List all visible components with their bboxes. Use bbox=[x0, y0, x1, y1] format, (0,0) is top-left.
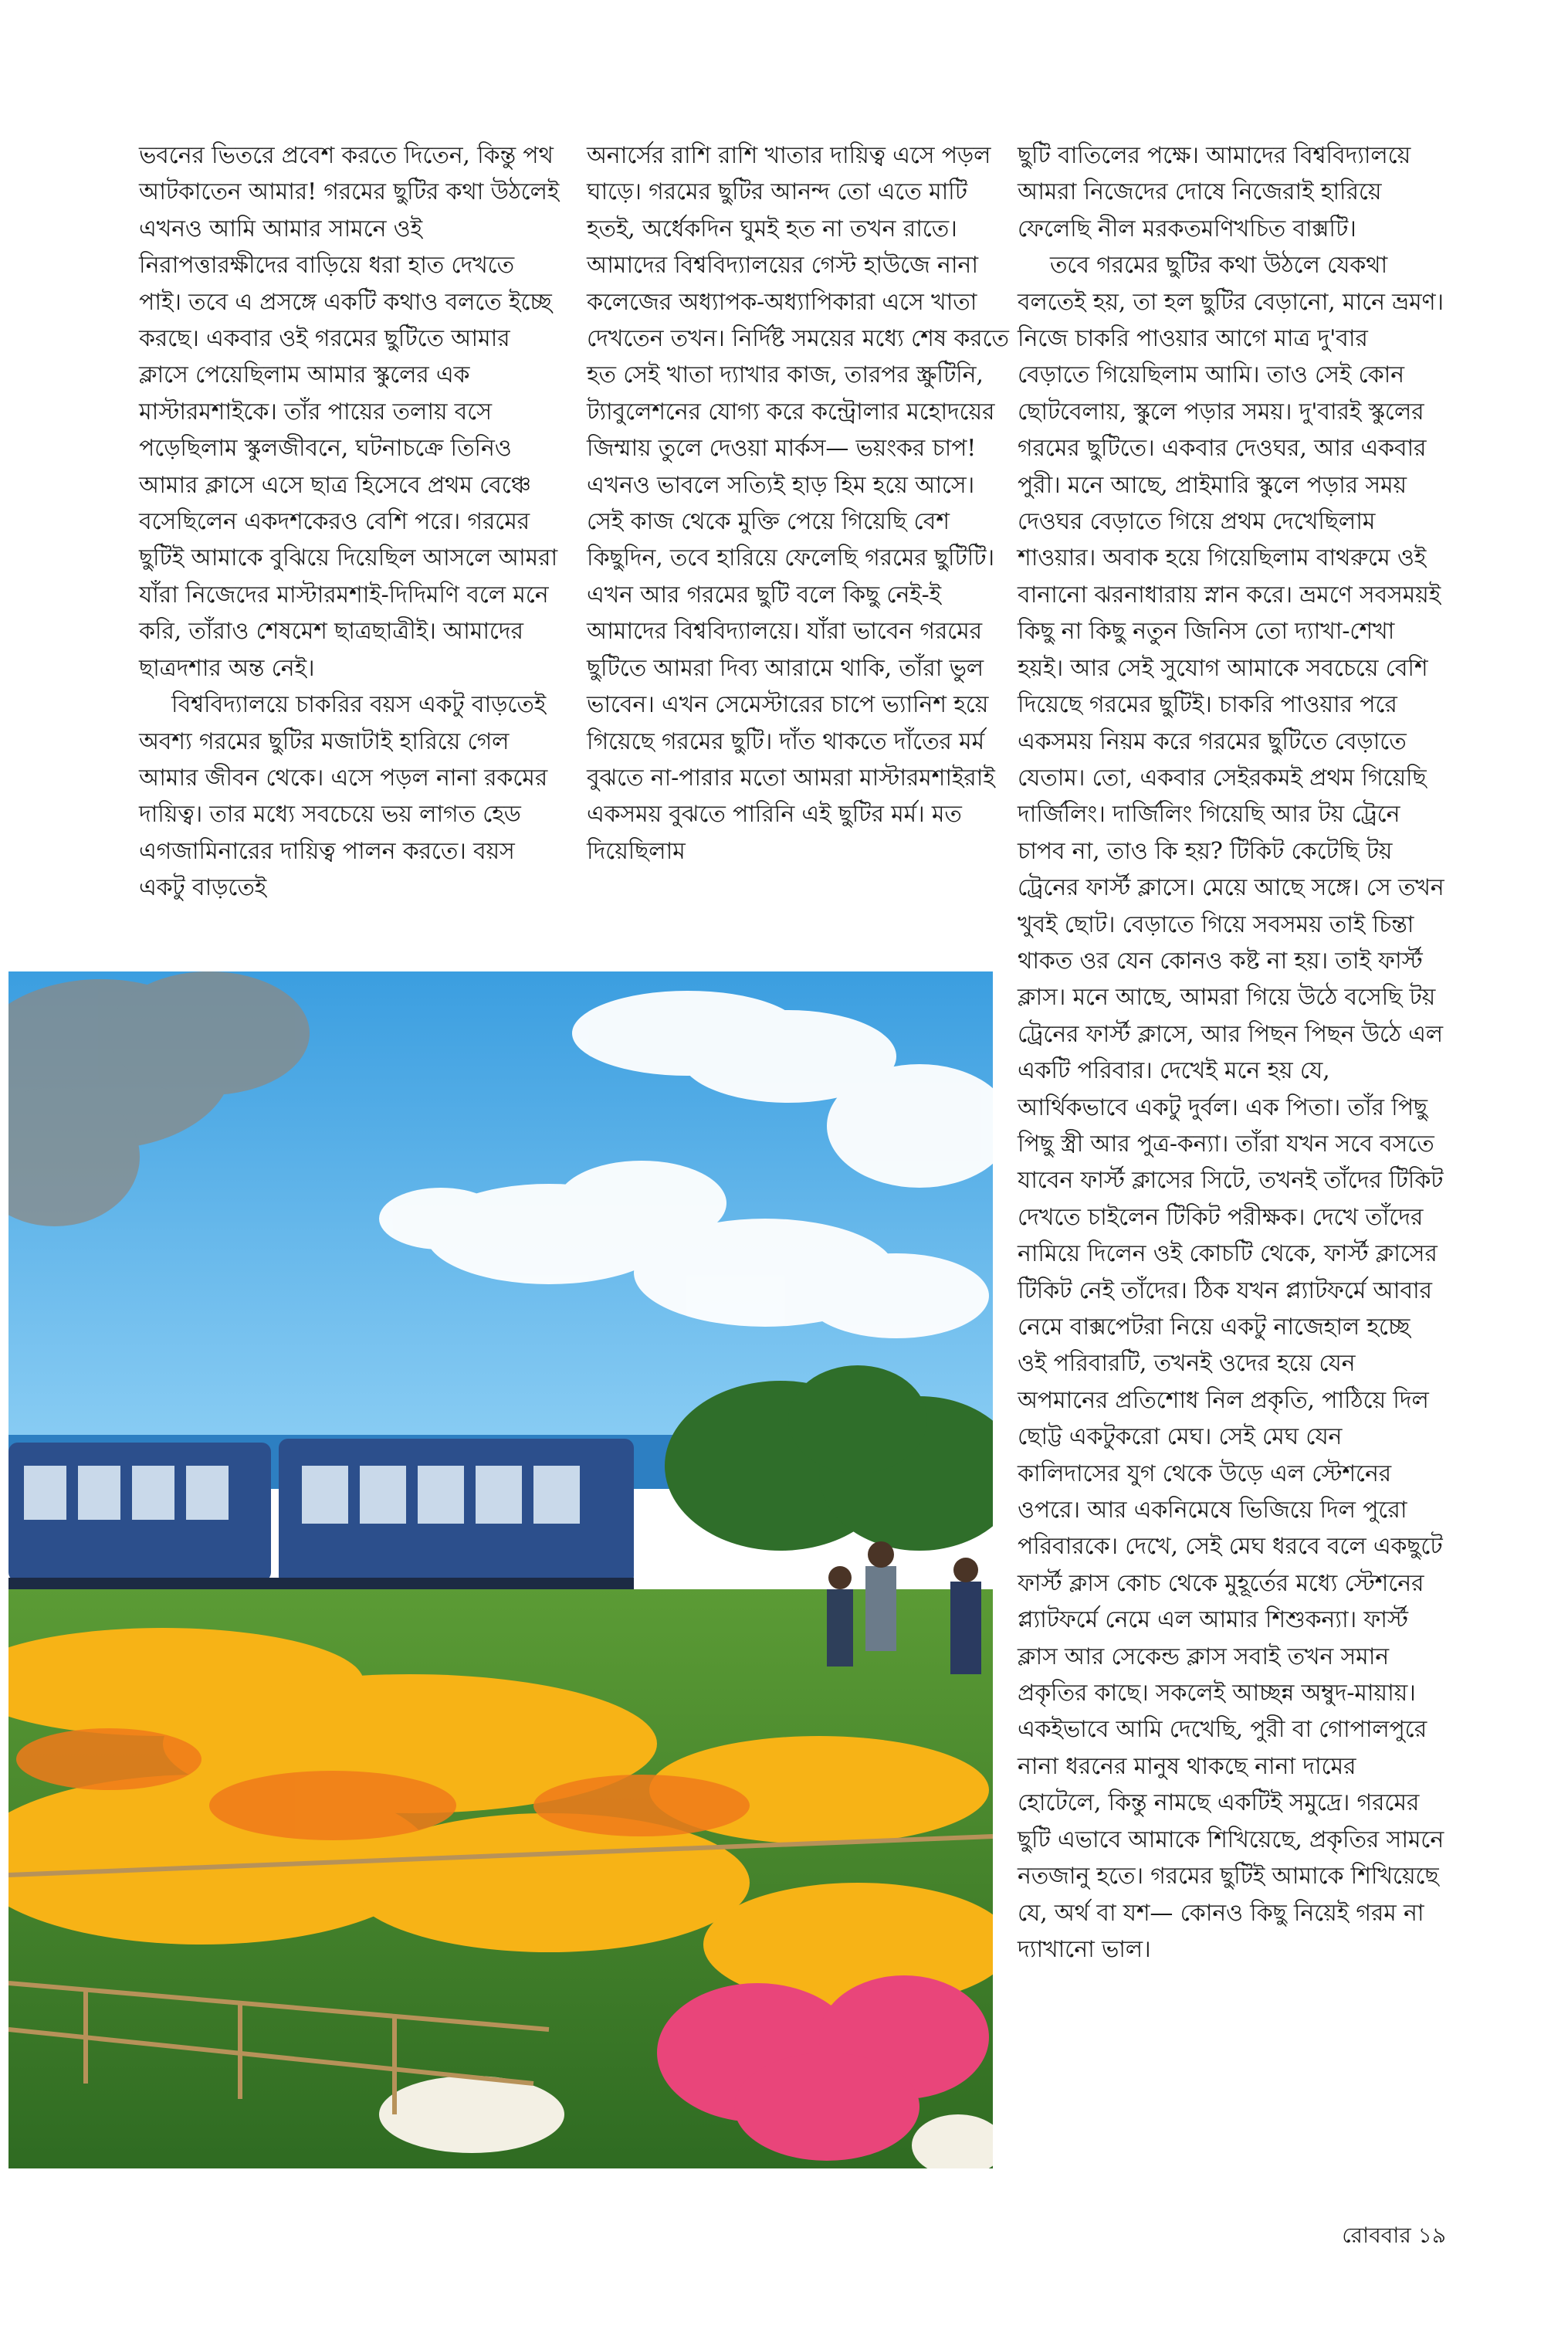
photo-illustration bbox=[8, 971, 993, 2168]
paragraph: তবে গরমের ছুটির কথা উঠলে যেকথা বলতেই হয়, তা হল ছুটির বেড়ানো, মানে ভ্রমণ। নিজে চাকরি পাওয়ার আগে মাত্র দু'বার বেড়াতে গিয়েছিলাম আমি। তাও সেই কোন ছোটবেলায়, স্কুলে পড়ার সময়। দু'বারই স্কুলের গরমের ছুটিতে। একবার দেওঘর, আর একবার পুরী। মনে আছে, প্রাইমারি স্কুলে পড়ার সময় দেওঘর বেড়াতে গিয়ে প্রথম দেখেছিলাম শাওয়ার। অবাক হয়ে গিয়েছিলাম বাথরুমে ওই বানানো ঝরনাধারায় স্নান করে। ভ্রমণে সবসময়ই কিছু না কিছু নতুন জিনিস তো দ্যাখা-শেখা হয়ই। আর সেই সুযোগ আমাকে সবচেয়ে বেশি দিয়েছে গরমের ছুটিই। চাকরি পাওয়ার পরে একসময় নিয়ম করে গরমের ছুটিতে বেড়াতে যেতাম। তো, একবার সেইরকমই প্রথম গিয়েছি দার্জিলিং। দার্জিলিং গিয়েছি আর টয় ট্রেনে চাপব না, তাও কি হয়? টিকিট কেটেছি টয় ট্রেনের ফার্স্ট ক্লাসে। মেয়ে আছে সঙ্গে। সে তখন খুবই ছোট। বেড়াতে গিয়ে সবসময় তাই চিন্তা থাকত ওর যেন কোনও কষ্ট না হয়। তাই ফার্স্ট ক্লাস। মনে আছে, আমরা গিয়ে উঠে বসেছি টয় ট্রেনের ফার্স্ট ক্লাসে, আর পিছন পিছন উঠে এল একটি পরিবার। দেখেই মনে হয় যে, আর্থিকভাবে একটু দুর্বল। এক পিতা। তাঁর পিছু পিছু স্ত্রী আর পুত্র-কন্যা। তাঁরা যখন সবে বসতে যাবেন ফার্স্ট ক্লাসের সিটে, তখনই তাঁদের টিকিট দেখতে চাইলেন টিকিট পরীক্ষক। দেখে তাঁদের নামিয়ে দিলেন ওই কোচটি থেকে, ফার্স্ট ক্লাসের টিকিট নেই তাঁদের। ঠিক যখন প্ল্যাটফর্মে আবার নেমে বাক্সপেটরা নিয়ে একটু নাজেহাল হচ্ছে ওই পরিবারটি, তখনই ওদের হয়ে যেন অপমানের প্রতিশোধ নিল প্রকৃতি, পাঠিয়ে দিল ছোট্ট একটুকরো মেঘ। সেই মেঘ যেন কালিদাসের যুগ থেকে উড়ে এল স্টেশনের ওপরে। আর একনিমেষে ভিজিয়ে দিল পুরো পরিবারকে। দেখে, সেই মেঘ ধরবে বলে একছুটে ফার্স্ট ক্লাস কোচ থেকে মুহূর্তের মধ্যে স্টেশনের প্ল্যাটফর্মে নেমে এল আমার শিশুকন্যা। ফার্স্ট ক্লাস আর সেকেন্ড ক্লাস সবাই তখন সমান প্রকৃতির কাছে। সকলেই আচ্ছন্ন অম্বুদ-মায়ায়। একইভাবে আমি দেখেছি, পুরী বা গোপালপুরে নানা ধরনের মানুষ থাকছে নানা দামের হোটেলে, কিন্তু নামছে একটিই সমুদ্রে। গরমের ছুটি এভাবে আমাকে শিখিয়েছে, প্রকৃতির সামনে নতজানু হতে। গরমের ছুটিই আমাকে শিখিয়েছে যে, অর্থ বা যশ— কোনও কিছু নিয়েই গরম না দ্যাখানো ভাল। bbox=[1018, 252, 1444, 1963]
paragraph: ছুটি বাতিলের পক্ষে। আমাদের বিশ্ববিদ্যালয়ে আমরা নিজেদের দোষে নিজেরাই হারিয়ে ফেলেছি নীল মরকতমণিখচিত বাক্সটি। bbox=[1018, 142, 1411, 242]
article-column-2 bbox=[587, 137, 1011, 870]
article-column-3 bbox=[1018, 137, 1445, 1968]
article-column-1 bbox=[139, 137, 564, 907]
paragraph: ভবনের ভিতরে প্রবেশ করতে দিতেন, কিন্তু পথ আটকাতেন আমার! গরমের ছুটির কথা উঠলেই এখনও আমি আমার সামনে ওই নিরাপত্তারক্ষীদের বাড়িয়ে ধরা হাত দেখতে পাই। তবে এ প্রসঙ্গে একটি কথাও বলতে ইচ্ছে করছে। একবার ওই গরমের ছুটিতে আমার ক্লাসে পেয়েছিলাম আমার স্কুলের এক মাস্টারমশাইকে। তাঁর পায়ের তলায় বসে পড়েছিলাম স্কুলজীবনে, ঘটনাচক্রে তিনিও আমার ক্লাসে এসে ছাত্র হিসেবে প্রথম বেঞ্চে বসেছিলেন একদশকেরও বেশি পরে। গরমের ছুটিই আমাকে বুঝিয়ে দিয়েছিল আসলে আমরা যাঁরা নিজেদের মাস্টারমশাই-দিদিমণি বলে মনে করি, তাঁরাও শেষমেশ ছাত্রছাত্রীই। আমাদের ছাত্রদশার অন্ত নেই। bbox=[139, 142, 560, 682]
page-footer-folio: রোববার ১৯ bbox=[1342, 2223, 1446, 2248]
toy-train bbox=[8, 1439, 634, 1595]
paragraph: বিশ্ববিদ্যালয়ে চাকরির বয়স একটু বাড়তেই অবশ্য গরমের ছুটির মজাটাই হারিয়ে গেল আমার জীবন থেকে। এসে পড়ল নানা রকমের দায়িত্ব। তার মধ্যে সবচেয়ে ভয় লাগত হেড এগজামিনারের দায়িত্ব পালন করতে। বয়স একটু বাড়তেই bbox=[139, 691, 548, 902]
darjeeling-toy-train-photo bbox=[8, 971, 993, 2168]
paragraph: অনার্সের রাশি রাশি খাতার দায়িত্ব এসে পড়ল ঘাড়ে। গরমের ছুটির আনন্দ তো এতে মাটি হতই, অর্ধেকদিন ঘুমই হত না তখন রাতে। আমাদের বিশ্ববিদ্যালয়ের গেস্ট হাউজে নানা কলেজের অধ্যাপক-অধ্যাপিকারা এসে খাতা দেখতেন তখন। নির্দিষ্ট সময়ের মধ্যে শেষ করতে হত সেই খাতা দ্যাখার কাজ, তারপর স্ক্রুটিনি, ট্যাবুলেশনের যোগ্য করে কন্ট্রোলার মহোদয়ের জিম্মায় তুলে দেওয়া মার্কস— ভয়ংকর চাপ! এখনও ভাবলে সত্যিই হাড় হিম হয়ে আসে। সেই কাজ থেকে মুক্তি পেয়ে গিয়েছি বেশ কিছুদিন, তবে হারিয়ে ফেলেছি গরমের ছুটিটি। এখন আর গরমের ছুটি বলে কিছু নেই-ই আমাদের বিশ্ববিদ্যালয়ে। যাঁরা ভাবেন গরমের ছুটিতে আমরা দিব্য আরামে থাকি, তাঁরা ভুল ভাবেন। এখন সেমেস্টারের চাপে ভ্যানিশ হয়ে গিয়েছে গরমের ছুটি। দাঁত থাকতে দাঁতের মর্ম বুঝতে না-পারার মতো আমরা মাস্টারমশাইরাই একসময় বুঝতে পারিনি এই ছুটির মর্ম। মত দিয়েছিলাম bbox=[587, 142, 1009, 865]
